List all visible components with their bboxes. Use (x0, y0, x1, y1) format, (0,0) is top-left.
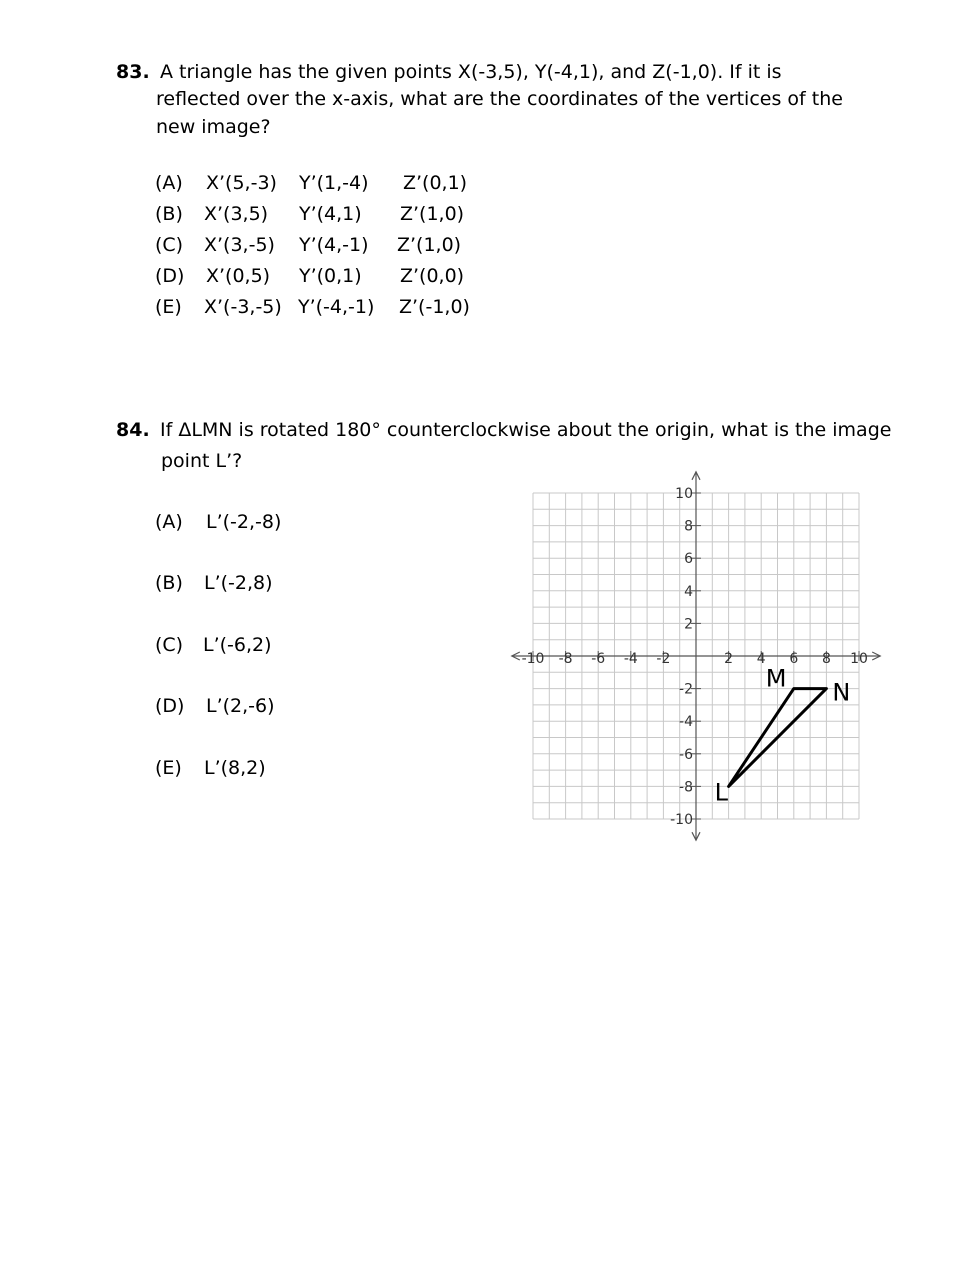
x-tick-label: -4 (623, 651, 638, 667)
vertex-label-m: M (765, 664, 787, 693)
option-x: X’(3,-5) (204, 234, 275, 256)
coordinate-grid-svg (508, 470, 888, 845)
option-x: X’(-3,-5) (204, 296, 282, 318)
option-letter: (C) (155, 234, 184, 256)
option-y: Y’(4,1) (299, 203, 362, 225)
option-letter: (E) (155, 296, 182, 318)
option-z: Z’(0,1) (403, 172, 468, 194)
x-tick-label: 6 (789, 651, 799, 667)
option-text: L’(2,-6) (206, 695, 275, 717)
option-text: L’(-2,-8) (206, 511, 282, 533)
x-tick-label: -10 (521, 651, 545, 667)
vertex-label-l: L (714, 778, 728, 807)
option-letter: (D) (155, 265, 185, 287)
question-84-text-line-1: If ΔLMN is rotated 180° counterclockwise about the origin, what is the image (160, 419, 892, 441)
y-tick-label: 2 (684, 616, 693, 633)
y-tick-label: 8 (684, 518, 693, 535)
option-letter: (A) (155, 511, 183, 533)
option-letter: (B) (155, 203, 183, 225)
option-letter: (E) (155, 757, 182, 779)
y-tick-label: -10 (670, 812, 693, 828)
option-x: X’(3,5) (204, 203, 269, 225)
y-tick-label: -8 (679, 779, 693, 796)
y-tick-label: -6 (679, 746, 693, 763)
y-tick-label: 10 (675, 486, 693, 502)
option-letter: (A) (155, 172, 183, 194)
x-tick-label: -6 (591, 651, 606, 667)
y-tick-label: -4 (679, 714, 693, 731)
option-letter: (D) (155, 695, 185, 717)
option-z: Z’(-1,0) (399, 296, 470, 318)
y-tick-label: 6 (684, 551, 693, 568)
question-84-number: 84. (116, 419, 150, 441)
option-y: Y’(4,-1) (299, 234, 369, 256)
x-tick-label: 2 (724, 651, 734, 667)
question-83-text-line-2: reflected over the x-axis, what are the coordinates of the vertices of the (156, 88, 843, 110)
option-letter: (B) (155, 572, 183, 594)
coordinate-grid (508, 470, 888, 845)
question-84-text-line-2: point L’? (161, 450, 243, 472)
question-83-text-line-3: new image? (156, 116, 271, 138)
x-tick-label: -2 (656, 651, 671, 667)
option-letter: (C) (155, 634, 184, 656)
option-x: X’(0,5) (206, 265, 271, 287)
option-text: L’(8,2) (204, 757, 266, 779)
question-83-number: 83. (116, 61, 150, 83)
x-tick-label: 8 (821, 651, 831, 667)
option-x: X’(5,-3) (206, 172, 277, 194)
x-tick-label: -8 (558, 651, 573, 667)
option-text: L’(-6,2) (203, 634, 272, 656)
y-tick-label: -2 (679, 681, 693, 698)
y-tick-label: 4 (684, 583, 693, 600)
x-tick-label: 10 (850, 651, 868, 667)
option-z: Z’(0,0) (400, 265, 465, 287)
vertex-label-n: N (832, 678, 851, 707)
option-y: Y’(1,-4) (299, 172, 369, 194)
option-y: Y’(-4,-1) (298, 296, 375, 318)
option-z: Z’(1,0) (400, 203, 465, 225)
option-z: Z’(1,0) (397, 234, 462, 256)
option-text: L’(-2,8) (204, 572, 273, 594)
x-tick-label: 4 (756, 651, 766, 667)
option-y: Y’(0,1) (299, 265, 362, 287)
question-83-text-line-1: A triangle has the given points X(-3,5), Y(-4,1), and Z(-1,0). If it is (160, 61, 782, 83)
